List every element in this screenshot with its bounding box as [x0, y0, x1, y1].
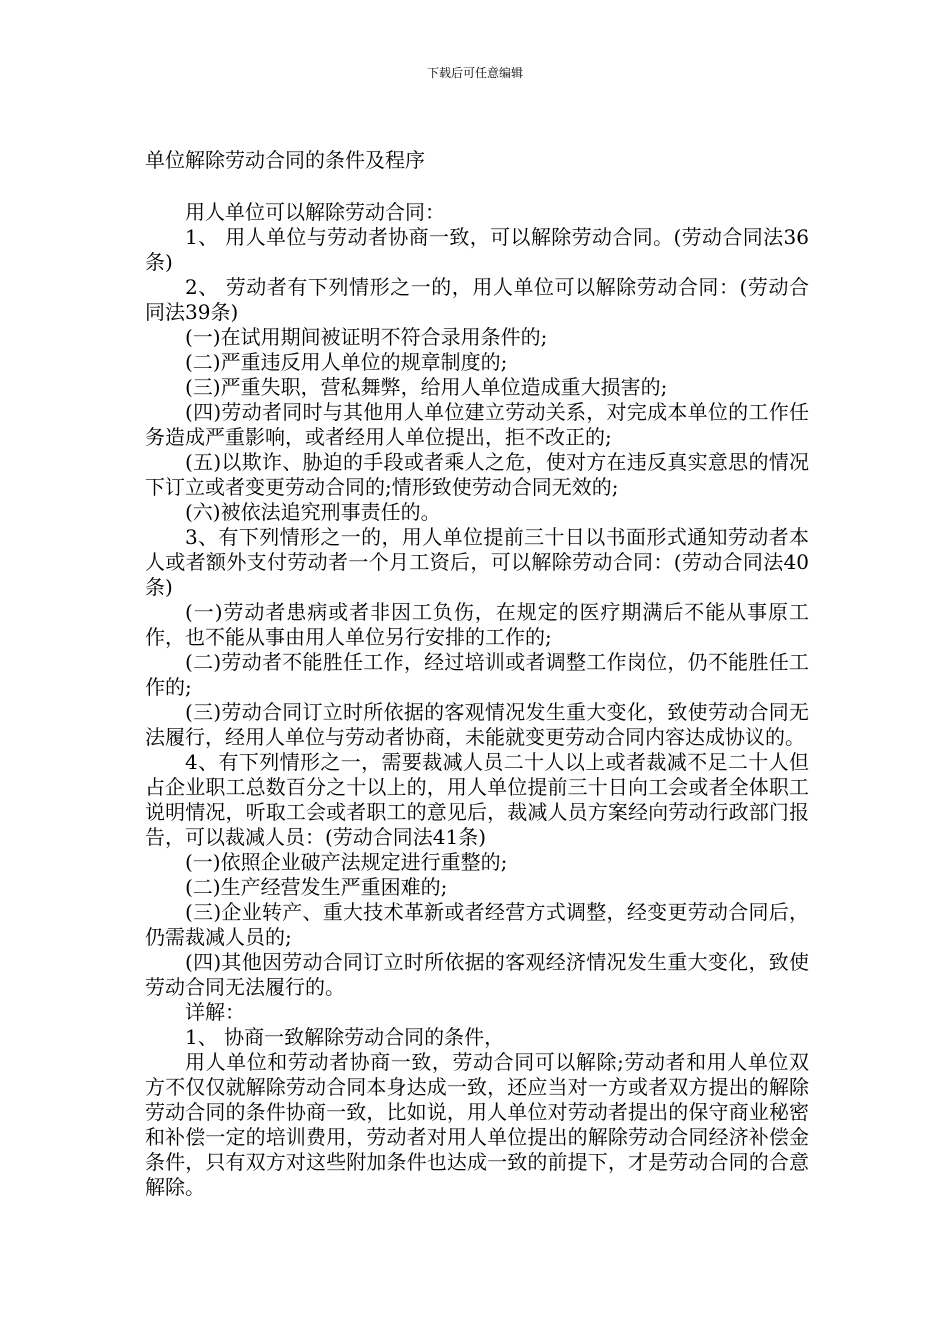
paragraph-item-3-sub-1: (一)劳动者患病或者非因工负伤，在规定的医疗期满后不能从事原工作，也不能从事由用人单位另行安排的工作的;	[145, 600, 809, 649]
paragraph-item-3: 3、有下列情形之一的，用人单位提前三十日以书面形式通知劳动者本人或者额外支付劳动者一个月工资后，可以解除劳动合同：(劳动合同法40条)	[145, 525, 809, 599]
paragraph-item-4-sub-4: (四)其他因劳动合同订立时所依据的客观经济情况发生重大变化，致使劳动合同无法履行的。	[145, 950, 809, 999]
paragraph-item-4-sub-2: (二)生产经营发生严重困难的;	[185, 875, 448, 899]
paragraph-item-4: 4、有下列情形之一，需要裁减人员二十人以上或者裁减不足二十人但占企业职工总数百分之十以上的，用人单位提前三十日向工会或者全体职工说明情况，听取工会或者职工的意见后，裁减人员方案经向劳动行政部门报告，可以裁减人员：(劳动合同法41条)	[145, 750, 809, 849]
paragraph-item-2-sub-3: (三)严重失职，营私舞弊，给用人单位造成重大损害的;	[185, 375, 668, 399]
paragraph-item-3-sub-3: (三)劳动合同订立时所依据的客观情况发生重大变化，致使劳动合同无法履行，经用人单位与劳动者协商，未能就变更劳动合同内容达成协议的。	[145, 700, 809, 749]
paragraph-item-4-sub-3: (三)企业转产、重大技术革新或者经营方式调整，经变更劳动合同后，仍需裁减人员的;	[145, 900, 809, 949]
paragraph-item-2-sub-6: (六)被依法追究刑事责任的。	[185, 500, 441, 524]
document-title: 单位解除劳动合同的条件及程序	[145, 148, 425, 172]
paragraph-item-2: 2、 劳动者有下列情形之一的，用人单位可以解除劳动合同：(劳动合同法39条)	[145, 275, 809, 324]
paragraph-item-2-sub-5: (五)以欺诈、胁迫的手段或者乘人之危，使对方在违反真实意思的情况下订立或者变更劳动合同的;情形致使劳动合同无效的;	[145, 450, 809, 499]
paragraph-item-3-sub-2: (二)劳动者不能胜任工作，经过培训或者调整工作岗位，仍不能胜任工作的;	[145, 650, 809, 699]
paragraph-details-heading: 详解：	[185, 1000, 245, 1024]
paragraph-item-2-sub-2: (二)严重违反用人单位的规章制度的;	[185, 350, 508, 374]
page-header: 下载后可任意编辑	[426, 66, 523, 80]
paragraph-item-2-sub-1: (一)在试用期间被证明不符合录用条件的;	[185, 325, 548, 349]
paragraph-intro: 用人单位可以解除劳动合同：	[185, 200, 445, 224]
document-body	[145, 200, 809, 1200]
paragraph-item-1: 1、 用人单位与劳动者协商一致，可以解除劳动合同。(劳动合同法36条)	[145, 225, 809, 274]
paragraph-details-item-1: 1、 协商一致解除劳动合同的条件，	[185, 1025, 505, 1049]
paragraph-details-body: 用人单位和劳动者协商一致，劳动合同可以解除;劳动者和用人单位双方不仅仅就解除劳动合同本身达成一致，还应当对一方或者双方提出的解除劳动合同的条件协商一致，比如说，用人单位对劳动者提出的保守商业秘密和补偿一定的培训费用，劳动者对用人单位提出的解除劳动合同经济补偿金条件，只有双方对这些附加条件也达成一致的前提下，才是劳动合同的合意解除。	[145, 1050, 809, 1199]
paragraph-item-2-sub-4: (四)劳动者同时与其他用人单位建立劳动关系，对完成本单位的工作任务造成严重影响，或者经用人单位提出，拒不改正的;	[145, 400, 809, 449]
paragraph-item-4-sub-1: (一)依照企业破产法规定进行重整的;	[185, 850, 508, 874]
